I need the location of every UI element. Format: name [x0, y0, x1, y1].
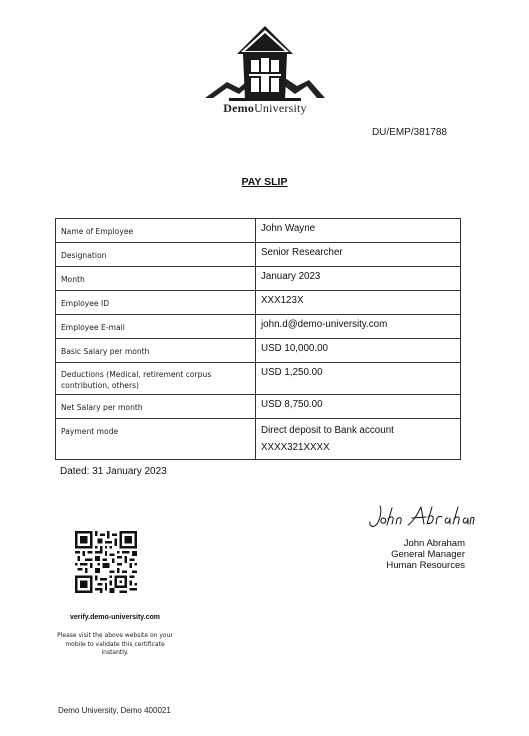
- signatory-title: General Manager: [391, 549, 465, 560]
- row-value: USD 8,750.00: [256, 395, 461, 419]
- qr-code: [75, 531, 137, 593]
- table-row: [56, 395, 461, 419]
- table-row: [56, 219, 461, 243]
- row-label: Month: [56, 267, 256, 291]
- row-label: Employee ID: [56, 291, 256, 315]
- payment-mode: Direct deposit to Bank account: [261, 425, 394, 436]
- footer-address: Demo University, Demo 400021: [58, 706, 171, 715]
- handwritten-signature: [366, 503, 476, 531]
- row-label: Deductions (Medical, retirement corpus contribution, others): [56, 363, 256, 395]
- verify-note: Please visit the above website on your mobile to validate this certificate instantly.: [57, 632, 173, 656]
- row-value: John Wayne: [256, 219, 461, 243]
- row-value: XXX123X: [256, 291, 461, 315]
- table-row: [56, 315, 461, 339]
- row-value: john.d@demo-university.com: [256, 315, 461, 339]
- row-label: Designation: [56, 243, 256, 267]
- table-row: [56, 291, 461, 315]
- dated-line: Dated: 31 January 2023: [60, 466, 167, 477]
- row-label: Payment mode: [56, 419, 256, 460]
- row-label: Net Salary per month: [56, 395, 256, 419]
- table-row: [56, 243, 461, 267]
- row-value: USD 10,000.00: [256, 339, 461, 363]
- verify-url: verify.demo-university.com: [70, 614, 160, 621]
- table-row: [56, 419, 461, 460]
- logo-wordmark: DemoUniversity: [223, 101, 307, 115]
- table-row: [56, 363, 461, 395]
- row-value: January 2023: [256, 267, 461, 291]
- row-label: Basic Salary per month: [56, 339, 256, 363]
- pay-slip-table: [55, 218, 461, 460]
- signatory-name: John Abraham: [403, 538, 465, 549]
- row-label: Employee E-mail: [56, 315, 256, 339]
- bank-account: XXXX321XXXX: [261, 442, 330, 453]
- row-label: Name of Employee: [56, 219, 256, 243]
- table-row: [56, 339, 461, 363]
- table-row: [56, 267, 461, 291]
- row-value: Senior Researcher: [256, 243, 461, 267]
- signatory-department: Human Resources: [386, 560, 465, 571]
- row-value: USD 1,250.00: [256, 363, 461, 395]
- row-value: [256, 419, 461, 460]
- signatory-block: [386, 538, 465, 571]
- page-title: PAY SLIP: [241, 176, 288, 188]
- document-reference: DU/EMP/381788: [371, 127, 447, 138]
